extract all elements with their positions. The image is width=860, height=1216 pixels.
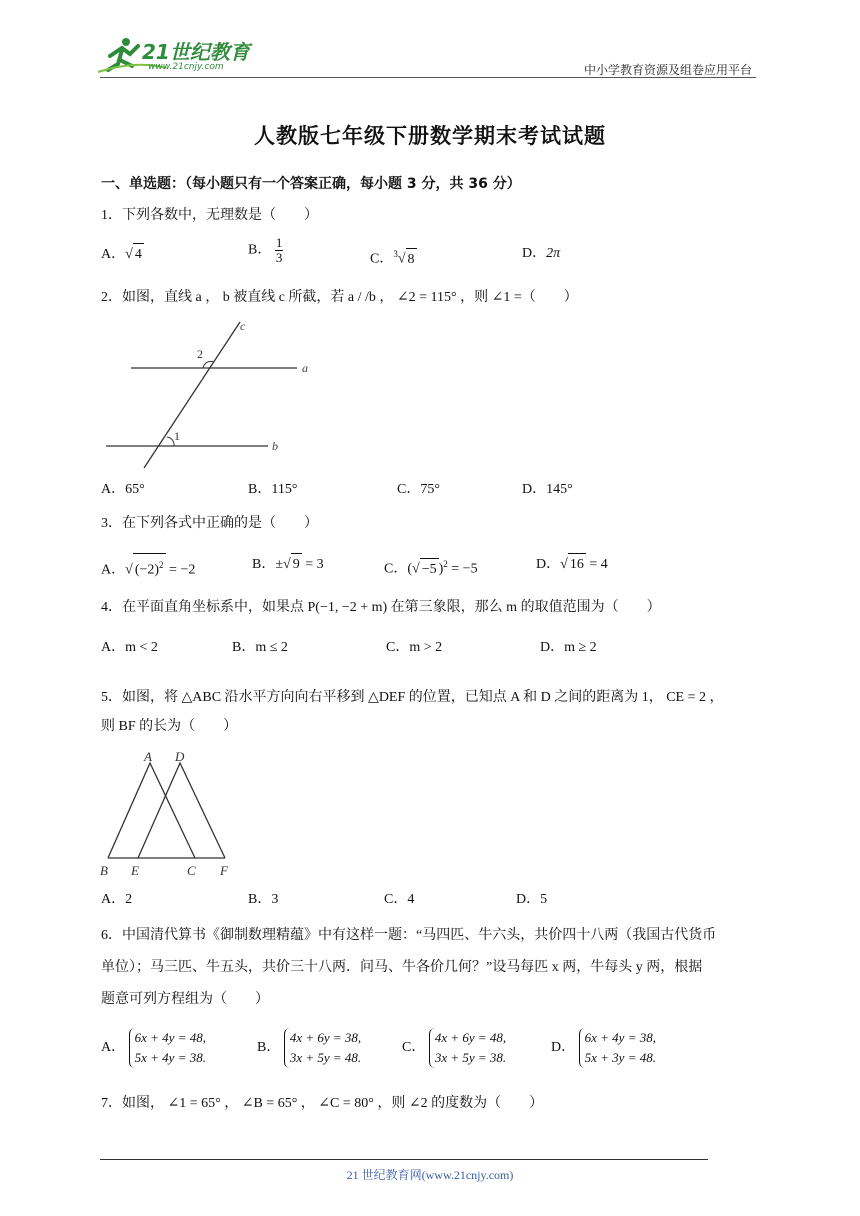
question-6-option-a: A． 6x + 4y = 48, 5x + 4y = 38. [101, 1028, 206, 1068]
question-4-option-d: D．m ≥ 2 [540, 640, 597, 655]
label-E: E [131, 863, 139, 878]
question-1-option-d: D．2π [522, 246, 561, 261]
section-heading: 一、单选题：（每小题只有一个答案正确，每小题 3 分，共 36 分） [101, 176, 521, 192]
question-4-option-b: B．m ≤ 2 [232, 640, 288, 655]
label-D: D [175, 749, 185, 764]
question-6-option-c: C． 4x + 6y = 48, 3x + 5y = 38. [402, 1028, 506, 1068]
question-1-stem: 1．下列各数中，无理数是（ ） [101, 208, 318, 223]
triangle-abc [108, 763, 195, 858]
label-a: a [302, 361, 308, 375]
question-1-option-b [248, 236, 283, 265]
radicand: 8 [406, 248, 417, 271]
footer-divider [100, 1159, 708, 1160]
question-2-figure [100, 316, 320, 472]
question-4-option-a: A．m < 2 [101, 640, 158, 655]
question-4-stem: 4．在平面直角坐标系中，如果点 P(−1, −2 + m) 在第三象限，那么 m 的取值范围为（ ） [101, 600, 661, 615]
question-5-figure [98, 747, 238, 881]
angle-1-arc [167, 437, 174, 446]
question-7-stem: 7．如图， ∠1 = 65° ， ∠B = 65° ， ∠C = 80° ，则 ∠2 的度数为（ ） [101, 1096, 544, 1111]
root-index: 3 [393, 249, 398, 259]
question-6-line-1: 6．中国清代算书《御制数理精蕴》中有这样一题：“马四匹、牛六头，共价四十八两（我国古代货币 [101, 928, 717, 943]
question-5-option-d: D．5 [516, 892, 548, 907]
site-logo [96, 34, 256, 76]
question-3-option-a: A．√ $(-2)^2 = -2$ [101, 553, 195, 582]
label-C: C [187, 863, 196, 878]
label-B: B [100, 863, 108, 878]
label-1: 1 [174, 429, 180, 443]
question-5-stem-line-1: 5．如图，将 △ABC 沿水平方向向右平移到 △DEF 的位置，已知点 A 和 D 之间的距离为 1， CE = 2 ， [101, 690, 724, 705]
question-5-stem-line-2: 则 BF 的长为（ ） [101, 719, 238, 734]
question-2-option-b: B．115° [248, 482, 298, 497]
fraction: $\frac{1}{3}$ [275, 235, 283, 265]
question-3-stem: 3．在下列各式中正确的是（ ） [101, 516, 318, 531]
logo-text: 21世纪教育 [142, 40, 250, 64]
header-platform-text: 中小学教育资源及组卷应用平台 [583, 63, 752, 77]
question-4-option-c: C．m > 2 [386, 640, 443, 655]
label-A: A [144, 749, 152, 764]
page-title: 人教版七年级下册数学期末考试试题 [254, 124, 606, 148]
question-5-option-a: A．2 [101, 892, 133, 907]
question-3-option-b: B．±√ 9 = 3 [252, 553, 324, 576]
question-3-option-c: C．(√ −5 )$^2$ = −5 [384, 553, 478, 581]
radicand: 4 [133, 243, 144, 266]
label-F: F [220, 863, 228, 878]
triangle-def [138, 763, 225, 858]
question-5-option-b: B．3 [248, 892, 279, 907]
question-2-option-a: A．65° [101, 482, 145, 497]
question-2-stem: 2．如图，直线 a ， b 被直线 c 所截，若 a / /b ， ∠2 = 115° ，则 ∠1 =（ ） [101, 290, 578, 305]
label-2: 2 [197, 347, 203, 361]
option-label: B． [248, 242, 272, 258]
label-c: c [240, 319, 246, 333]
question-6-option-d: D． 6x + 4y = 38, 5x + 3y = 48. [551, 1028, 656, 1068]
option-label: C． [370, 251, 394, 267]
question-2-option-c: C．75° [397, 482, 440, 497]
question-6-line-3: 题意可列方程组为（ ） [101, 992, 269, 1007]
question-5-option-c: C．4 [384, 892, 415, 907]
question-1-option-a: A．√ 4 [101, 243, 144, 266]
question-2-option-d: D．145° [522, 482, 573, 497]
question-3-option-d: D．√ 16 = 4 [536, 553, 608, 576]
question-6-line-2: 单位）；马三匹、牛五头，共价三十八两．问马、牛各价几何？”设马每匹 x 两，牛每头 y 两，根据 [101, 960, 703, 975]
question-6-option-b: B． 4x + 6y = 38, 3x + 5y = 48. [257, 1028, 361, 1068]
option-label: A． [101, 247, 126, 262]
label-b: b [272, 439, 278, 453]
question-1-option-c: C．$^3$√ 8 [370, 243, 417, 271]
header-divider [100, 77, 756, 78]
footer-text[interactable]: 21 世纪教育网(www.21cnjy.com) [346, 1168, 514, 1182]
logo-url: www.21cnjy.com [148, 62, 224, 72]
